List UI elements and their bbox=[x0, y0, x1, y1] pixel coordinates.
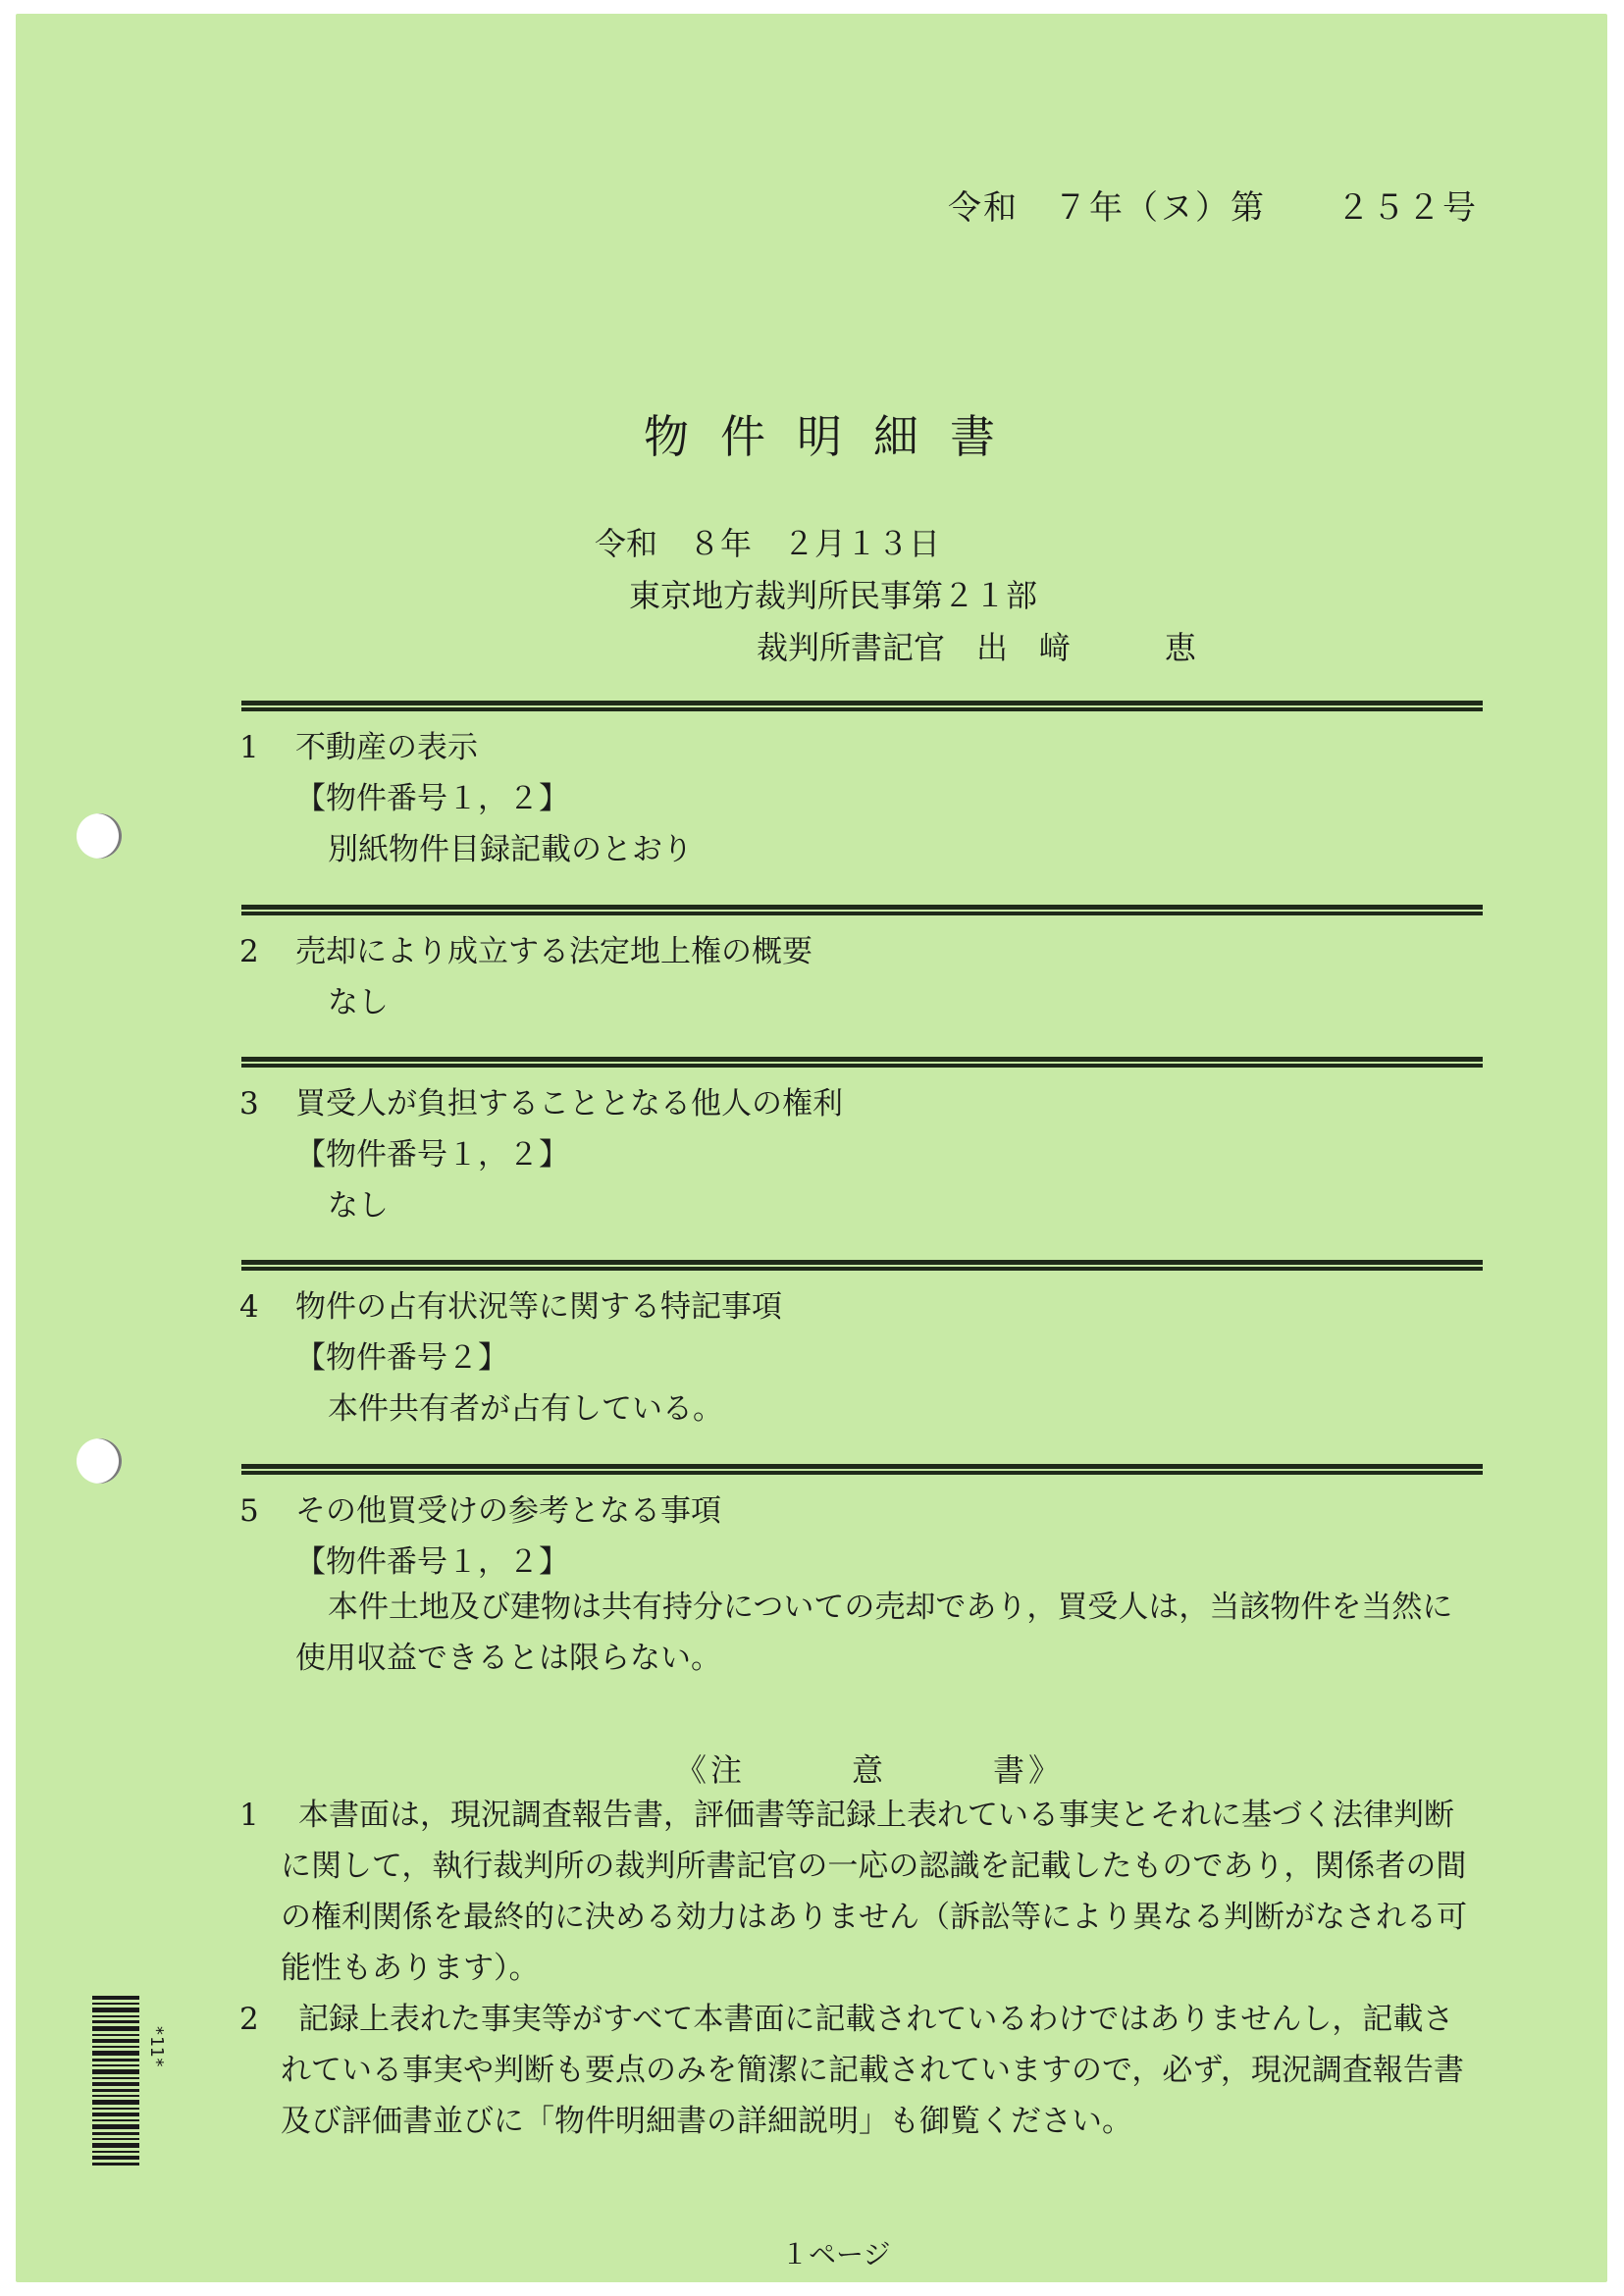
section-body: なし bbox=[328, 985, 389, 1020]
section-body: 別紙物件目録記載のとおり bbox=[328, 832, 693, 867]
section-number: 1 bbox=[239, 730, 259, 765]
section-heading bbox=[239, 926, 812, 970]
page-number: １ページ bbox=[781, 2238, 891, 2270]
section-body: 本件共有者が占有している。 bbox=[328, 1391, 723, 1427]
barcode-label: *11* bbox=[146, 2025, 167, 2068]
property-number-tag: 【物件番号１，２】 bbox=[295, 781, 569, 816]
property-number-tag: 【物件番号１，２】 bbox=[295, 1137, 569, 1173]
case-number: 令和 ７年（ヌ）第 ２５２号 bbox=[948, 188, 1478, 228]
binding-hole bbox=[77, 813, 122, 859]
section-heading bbox=[239, 722, 478, 766]
section-title: 物件の占有状況等に関する特記事項 bbox=[295, 1289, 782, 1325]
document-title: 物件明細書 bbox=[644, 410, 1026, 463]
section-divider bbox=[241, 1057, 1483, 1068]
notice-item: 記録上表れた事実等がすべて本書面に記載されているわけではありませんし，記載されている事実や判断も要点のみを簡潔に記載されていますので，必ず，現況調査報告書及び評価書並びに「物件明細書の詳細説明」も御覧ください。 bbox=[281, 2002, 1464, 2139]
clerk-name: 裁判所書記官 出 﨑 恵 bbox=[757, 629, 1197, 666]
property-number-tag: 【物件番号２】 bbox=[295, 1340, 508, 1376]
section-title: 売却により成立する法定地上権の概要 bbox=[295, 934, 812, 969]
binding-hole bbox=[77, 1438, 122, 1484]
notice-title: 《注 意 書》 bbox=[675, 1751, 1065, 1789]
section-heading bbox=[239, 1078, 843, 1122]
section-divider bbox=[241, 1260, 1483, 1271]
notice-item-number: 1 bbox=[239, 1798, 259, 1833]
section-title: その他買受けの参考となる事項 bbox=[295, 1493, 721, 1529]
notice-item: 本書面は，現況調査報告書，評価書等記録上表れている事実とそれに基づく法律判断に関して，執行裁判所の裁判所書記官の一応の認識を記載したものであり，関係者の間の権利関係を最終的に決める効力はありません（訴訟等により異なる判断がなされる可能性もあります）。 bbox=[281, 1798, 1467, 1986]
section-body: なし bbox=[328, 1188, 389, 1224]
property-number-tag: 【物件番号１，２】 bbox=[295, 1544, 569, 1580]
section-number: 2 bbox=[239, 934, 259, 969]
section-title: 買受人が負担することとなる他人の権利 bbox=[295, 1086, 843, 1122]
document-sheet bbox=[16, 14, 1607, 2282]
court-name: 東京地方裁判所民事第２１部 bbox=[629, 577, 1038, 614]
section-divider bbox=[241, 1464, 1483, 1475]
section-heading bbox=[239, 1486, 721, 1530]
section-divider bbox=[241, 701, 1483, 711]
section-heading bbox=[239, 1281, 782, 1326]
section-title: 不動産の表示 bbox=[295, 730, 478, 765]
section-number: 5 bbox=[239, 1493, 259, 1529]
section-divider bbox=[241, 905, 1483, 915]
issue-date: 令和 ８年 ２月１３日 bbox=[595, 525, 941, 562]
section-number: 4 bbox=[239, 1289, 259, 1325]
section-body: 本件土地及び建物は共有持分についての売却であり，買受人は，当該物件を当然に使用収益できるとは限らない。 bbox=[295, 1590, 1453, 1676]
section-number: 3 bbox=[239, 1086, 259, 1122]
notice-item-number: 2 bbox=[239, 2002, 259, 2037]
barcode bbox=[92, 1996, 167, 2167]
